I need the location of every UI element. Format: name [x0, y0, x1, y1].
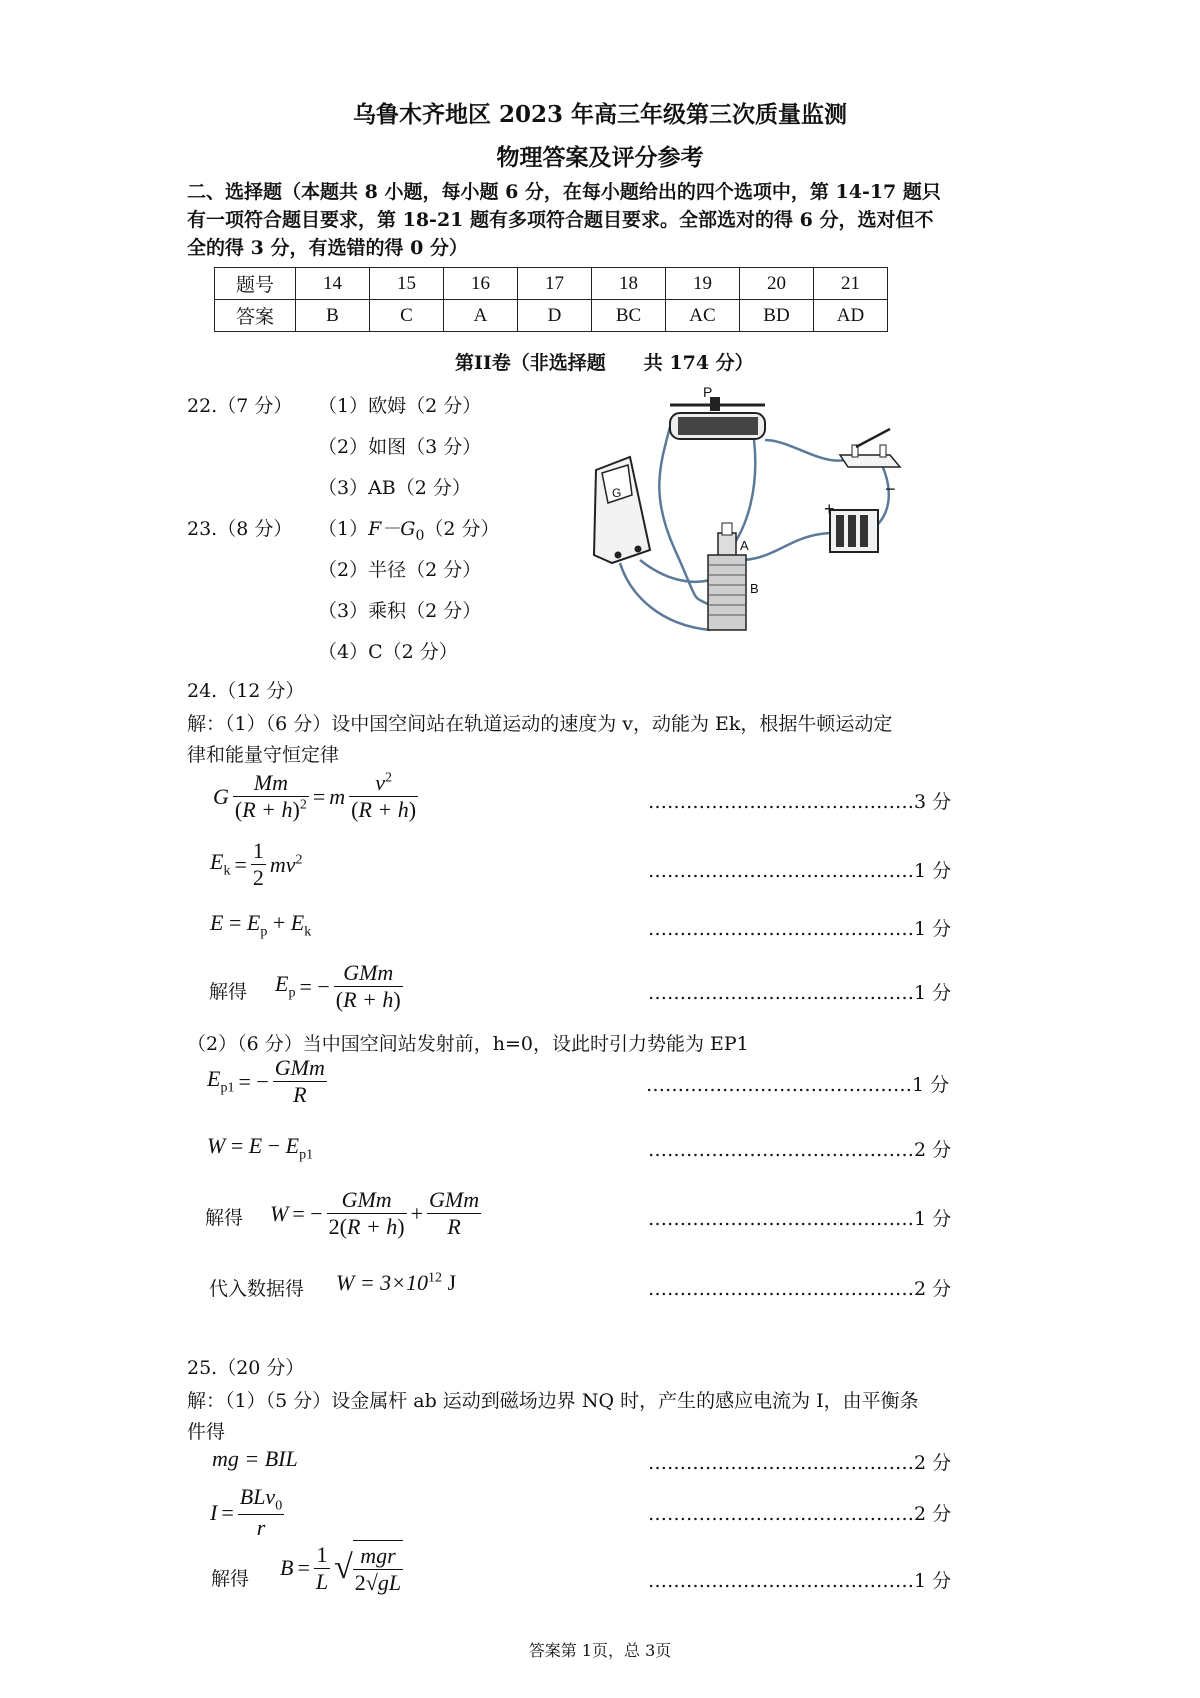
q23-item-3: （3）乘积（2 分） — [318, 600, 482, 622]
q23-item1-prefix: （1） — [318, 518, 369, 540]
table-cell: D — [518, 300, 592, 332]
q23-label: 23.（8 分） — [187, 518, 293, 540]
q25-intro-line2: 件得 — [187, 1421, 226, 1443]
q24-score-8: ……………………………………2 分 — [648, 1278, 952, 1300]
q24-result-unit: J — [442, 1270, 457, 1295]
q24-jiede-2: 解得 — [205, 1207, 244, 1229]
wire — [659, 427, 710, 605]
q24-eq7: W = − $\frac{\text{GMm}}{2(R + h)}$ + $\frac{\text{GMm}}{R}$ — [270, 1187, 480, 1239]
table-cell: 19 — [666, 268, 740, 300]
label-g: G — [612, 486, 622, 500]
q24-label: 24.（12 分） — [187, 680, 305, 702]
q24-eq1: G $\frac{Mm}{(R + h)^2}$ = m $\frac{v^2}{(R + h)}$ — [213, 770, 417, 822]
q23-item-4: （4）C（2 分） — [318, 641, 458, 663]
rheostat — [670, 397, 765, 439]
q23-item-1 — [318, 514, 500, 544]
coil-b — [708, 555, 746, 630]
q24-daishu: 代入数据得 — [209, 1278, 305, 1300]
q24-eq2: $E_k$ = $\frac{1}{2}$ $mv^2$ — [210, 838, 303, 890]
q24-part2-line: （2）（6 分）当中国空间站发射前，h=0，设此时引力势能为 EP1 — [187, 1033, 749, 1055]
table-cell: 14 — [296, 268, 370, 300]
label-a: A — [740, 538, 749, 553]
switch — [840, 429, 900, 467]
q25-intro-line1: 解：（1）（5 分）设金属杆 ab 运动到磁场边界 NQ 时，产生的感应电流为 I，由平衡条 — [187, 1390, 919, 1412]
table-cell: AC — [666, 300, 740, 332]
wire — [765, 440, 845, 461]
page-title: 乌鲁木齐地区 2023 年高三年级第三次质量监测 — [352, 101, 848, 128]
q23-item1-sub: 0 — [415, 527, 425, 544]
table-cell: A — [444, 300, 518, 332]
q22-item-1: （1）欧姆（2 分） — [318, 395, 482, 417]
q23-item1-suffix: （2 分） — [424, 518, 500, 540]
q24-score-5: ……………………………………1 分 — [646, 1074, 950, 1096]
q24-eq6: $W = E - E_{p1}$ — [207, 1133, 314, 1163]
galvanometer — [594, 457, 650, 563]
label-plus: + — [824, 499, 835, 519]
q24-score-4: ……………………………………1 分 — [648, 982, 952, 1004]
q25-eq3: B = $\frac{1}{L}$ √ $\frac{\text{mgr}}{2√gL}$ — [280, 1541, 402, 1595]
q25-label: 25.（20 分） — [187, 1357, 305, 1379]
q24-score-2: ……………………………………1 分 — [648, 860, 952, 882]
q24-eq8 — [336, 1270, 456, 1296]
q22-item-3: （3）AB（2 分） — [318, 477, 471, 499]
q24-jiede-1: 解得 — [209, 981, 248, 1003]
table-cell: C — [370, 300, 444, 332]
table-row — [215, 268, 888, 300]
q24-intro-line1: 解：（1）（6 分）设中国空间站在轨道运动的速度为 v，动能为 Ek，根据牛顿运动定 — [187, 713, 893, 735]
part2-title: 第II卷（非选择题 共 174 分） — [455, 352, 754, 374]
q24-score-7: ……………………………………1 分 — [648, 1208, 952, 1230]
table-cell: 21 — [814, 268, 888, 300]
q25-jiede: 解得 — [211, 1568, 250, 1590]
q24-score-3: ……………………………………1 分 — [648, 918, 952, 940]
row-label: 题号 — [215, 268, 296, 300]
q25-eq2: I = $\frac{BLv_0}{r}$ — [210, 1484, 283, 1541]
table-cell: 20 — [740, 268, 814, 300]
label-b: B — [750, 581, 759, 596]
table-cell: 18 — [592, 268, 666, 300]
section2-intro-line3: 全的得 3 分，有选错的得 0 分） — [187, 237, 468, 259]
q23-item1-math: F－G — [368, 518, 416, 540]
q25-score-3: ……………………………………1 分 — [648, 1570, 952, 1592]
table-row — [215, 300, 888, 332]
q22-item-2: （2）如图（3 分） — [318, 436, 482, 458]
q25-score-1: ……………………………………2 分 — [648, 1452, 952, 1474]
q25-score-2: ……………………………………2 分 — [648, 1503, 952, 1525]
table-cell: 15 — [370, 268, 444, 300]
q24-eq4: $E_p$ = − $\frac{\text{GMm}}{(R + h)}$ — [275, 960, 401, 1012]
table-cell: 17 — [518, 268, 592, 300]
coil-a — [718, 523, 736, 559]
q24-result-exp: 12 — [428, 1270, 443, 1286]
wire — [740, 533, 830, 560]
page-subtitle: 物理答案及评分参考 — [496, 144, 704, 171]
wire — [640, 560, 710, 582]
answer-table — [214, 267, 888, 332]
table-cell: BD — [740, 300, 814, 332]
table-cell: AD — [814, 300, 888, 332]
q24-eq5: $E_{p1}$ = − $\frac{\text{GMm}}{R}$ — [207, 1055, 325, 1107]
page-footer: 答案第 1页，总 3页 — [528, 1641, 672, 1660]
battery — [830, 510, 878, 552]
table-cell: BC — [592, 300, 666, 332]
q24-result: W = 3×10 — [336, 1270, 429, 1295]
section2-intro-line2: 有一项符合题目要求，第 18-21 题有多项符合题目要求。全部选对的得 6 分，选对但不 — [187, 209, 934, 231]
row-label: 答案 — [215, 300, 296, 332]
label-minus: − — [885, 479, 896, 499]
circuit-diagram — [590, 385, 910, 645]
q24-score-1: ……………………………………3 分 — [648, 791, 952, 813]
table-cell: B — [296, 300, 370, 332]
table-cell: 16 — [444, 268, 518, 300]
label-p: P — [703, 385, 713, 400]
q22-label: 22.（7 分） — [187, 395, 293, 417]
q23-item-2: （2）半径（2 分） — [318, 559, 482, 581]
section2-intro-line1: 二、选择题（本题共 8 小题，每小题 6 分，在每小题给出的四个选项中，第 14-17 题只 — [187, 181, 941, 203]
q25-eq1: mg = BIL — [212, 1446, 298, 1471]
q24-score-6: ……………………………………2 分 — [648, 1139, 952, 1161]
q24-intro-line2: 律和能量守恒定律 — [187, 744, 340, 766]
q24-eq3: $E = E_p + E_k$ — [210, 910, 312, 940]
